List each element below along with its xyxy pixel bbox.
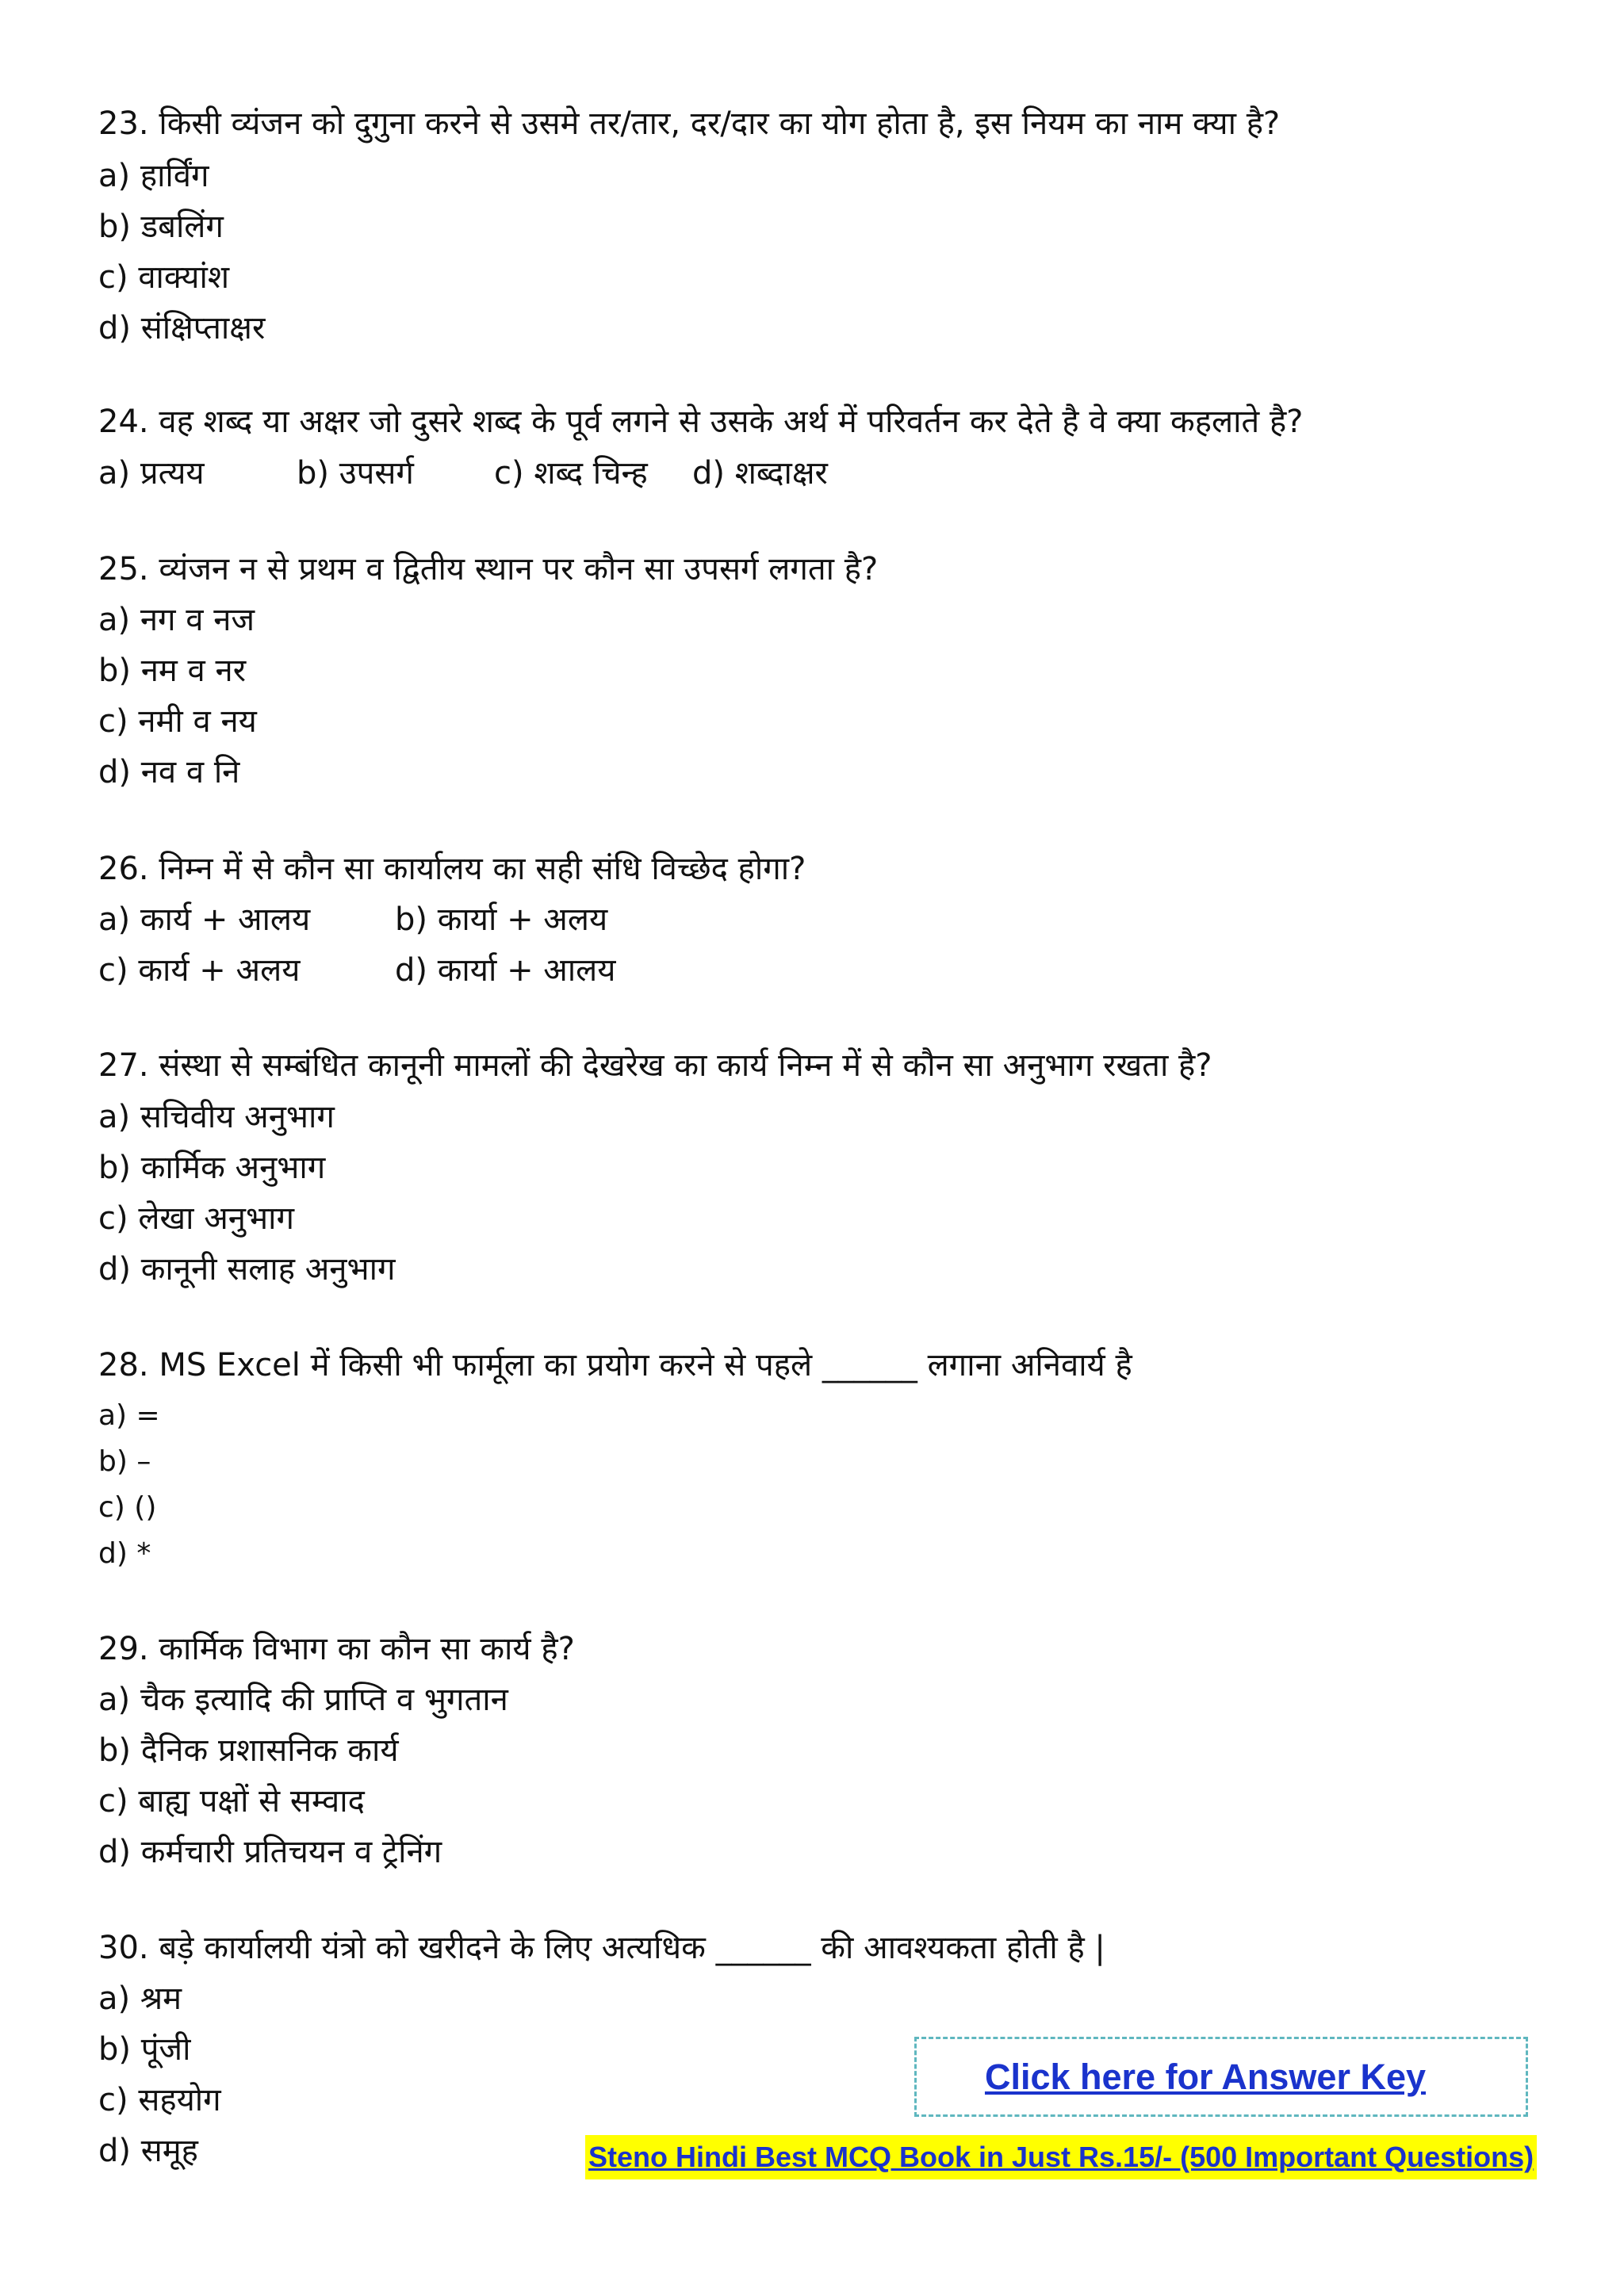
q23-option-a: a) हार्विंग bbox=[98, 158, 209, 194]
q27-option-c: c) लेखा अनुभाग bbox=[98, 1200, 294, 1237]
q29-option-a: a) चैक इत्यादि की प्राप्ति व भुगतान bbox=[98, 1682, 508, 1718]
q23-option-b: b) डबलिंग bbox=[98, 209, 224, 245]
q30-option-a: a) श्रम bbox=[98, 1980, 182, 2017]
q26-option-b: b) कार्या + अलय bbox=[395, 901, 608, 938]
q26-option-a: a) कार्य + आलय bbox=[98, 901, 311, 938]
q30-option-c: c) सहयोग bbox=[98, 2082, 221, 2118]
question-27: 27. संस्था से सम्बंधित कानूनी मामलों की देखरेख का कार्य निम्न में से कौन सा अनुभाग रखता है? bbox=[98, 1047, 1212, 1084]
q24-option-c: c) शब्द चिन्ह bbox=[494, 455, 648, 492]
promo-book-link[interactable]: Steno Hindi Best MCQ Book in Just Rs.15/- (500 Important Questions) bbox=[585, 2135, 1537, 2179]
q23-option-d: d) संक्षिप्ताक्षर bbox=[98, 310, 266, 346]
answer-key-link[interactable]: Click here for Answer Key bbox=[984, 2056, 1427, 2097]
q23-option-c: c) वाक्यांश bbox=[98, 259, 230, 296]
question-26: 26. निम्न में से कौन सा कार्यालय का सही संधि विच्छेद होगा? bbox=[98, 851, 806, 887]
q28-option-c: c) () bbox=[98, 1491, 157, 1524]
q28-option-d: d) * bbox=[98, 1537, 151, 1570]
q26-option-d: d) कार्या + आलय bbox=[395, 952, 616, 989]
q29-option-b: b) दैनिक प्रशासनिक कार्य bbox=[98, 1732, 399, 1769]
q28-option-b: b) – bbox=[98, 1445, 151, 1478]
q24-option-b: b) उपसर्ग bbox=[297, 455, 414, 492]
question-24: 24. वह शब्द या अक्षर जो दुसरे शब्द के पूर्व लगने से उसके अर्थ में परिवर्तन कर देते है वे क्या कहलाते है? bbox=[98, 404, 1304, 440]
q27-option-d: d) कानूनी सलाह अनुभाग bbox=[98, 1251, 396, 1288]
q26-option-c: c) कार्य + अलय bbox=[98, 952, 301, 989]
q28-option-a: a) = bbox=[98, 1399, 160, 1432]
question-25: 25. व्यंजन न से प्रथम व द्वितीय स्थान पर कौन सा उपसर्ग लगता है? bbox=[98, 551, 879, 587]
question-28: 28. MS Excel में किसी भी फार्मूला का प्रयोग करने से पहले ______ लगाना अनिवार्य है bbox=[98, 1347, 1132, 1383]
question-29: 29. कार्मिक विभाग का कौन सा कार्य है? bbox=[98, 1631, 575, 1667]
q24-option-d: d) शब्दाक्षर bbox=[692, 455, 828, 492]
question-23: 23. किसी व्यंजन को दुगुना करने से उसमे तर/तार, दर/दार का योग होता है, इस नियम का नाम क्या है? bbox=[98, 105, 1281, 142]
q25-option-d: d) नव व नि bbox=[98, 754, 240, 790]
q27-option-a: a) सचिवीय अनुभाग bbox=[98, 1099, 335, 1135]
q30-option-b: b) पूंजी bbox=[98, 2031, 191, 2068]
answer-key-box bbox=[914, 2037, 1528, 2117]
q30-option-d: d) समूह bbox=[98, 2133, 198, 2169]
q25-option-c: c) नमी व नय bbox=[98, 703, 257, 740]
q25-option-b: b) नम व नर bbox=[98, 652, 247, 689]
question-30: 30. बड़े कार्यालयी यंत्रो को खरीदने के लिए अत्यधिक ______ की आवश्यकता होती है | bbox=[98, 1930, 1105, 1966]
q24-option-a: a) प्रत्यय bbox=[98, 455, 205, 492]
q29-option-d: d) कर्मचारी प्रतिचयन व ट्रेनिंग bbox=[98, 1834, 442, 1870]
q29-option-c: c) बाह्य पक्षों से सम्वाद bbox=[98, 1783, 365, 1820]
q27-option-b: b) कार्मिक अनुभाग bbox=[98, 1150, 326, 1186]
q25-option-a: a) नग व नज bbox=[98, 602, 255, 638]
